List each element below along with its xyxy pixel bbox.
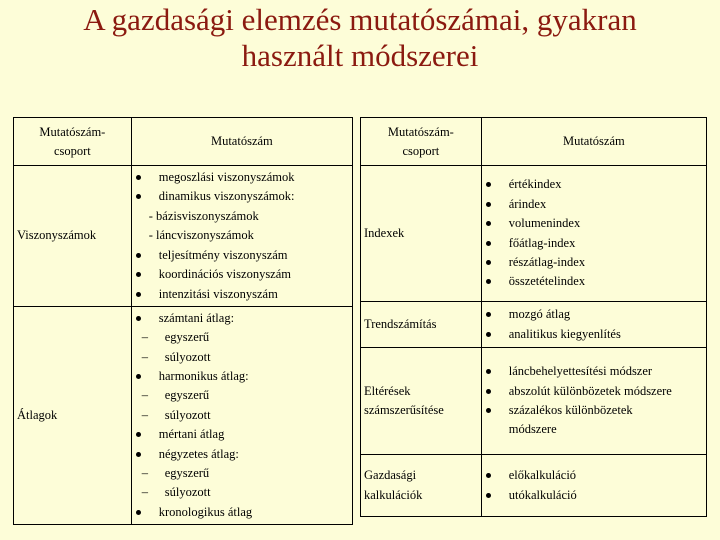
bullet-item: négyzetes átlag: — [132, 445, 352, 464]
right-row-indexes — [361, 166, 707, 302]
bullet-item: láncbehelyettesítési módszer — [482, 362, 706, 381]
right-row-deviations — [361, 348, 707, 455]
right-row-calculations-items — [481, 455, 706, 517]
right-row-indexes-items — [481, 166, 706, 302]
dash-sub-item: – egyszerű — [132, 386, 352, 405]
left-header-indicator: Mutatószám — [131, 118, 352, 166]
bullet-item: árindex — [482, 195, 706, 214]
bullet-item: mértani átlag — [132, 425, 352, 444]
right-row-deviations-items — [481, 348, 706, 455]
dash-sub-item: – súlyozott — [132, 406, 352, 425]
title-line-2: használt módszerei — [241, 38, 479, 73]
bullet-item: abszolút különbözetek módszere — [482, 382, 706, 401]
dash-sub-item: – egyszerű — [132, 464, 352, 483]
right-table — [360, 117, 707, 517]
sub-item: - bázisviszonyszámok — [148, 208, 259, 223]
bullet-item: összetételindex — [482, 272, 706, 291]
left-table — [13, 117, 353, 525]
bullet-item: előkalkuláció — [482, 466, 706, 485]
left-row-ratios — [14, 166, 353, 307]
left-row-ratios-items — [131, 166, 352, 307]
dash-sub-item: – egyszerű — [132, 328, 352, 347]
bullet-item: kronologikus átlag — [132, 503, 352, 522]
title-line-1: A gazdasági elemzés mutatószámai, gyakran — [83, 2, 637, 37]
page-title — [0, 2, 720, 74]
sub-item: módszere — [508, 422, 557, 437]
right-row-deviations-group — [361, 348, 482, 455]
bullet-item: analitikus kiegyenlítés — [482, 325, 706, 344]
bullet-item: megoszlási viszonyszámok — [132, 168, 352, 187]
bullet-item: intenzitási viszonyszám — [132, 285, 352, 304]
bullet-item: számtani átlag: — [132, 309, 352, 328]
right-row-trend — [361, 302, 707, 348]
right-header-indicator: Mutatószám — [481, 118, 706, 166]
right-header-group: Mutatószám- csoport — [361, 118, 482, 166]
left-row-ratios-group: Viszonyszámok — [14, 166, 132, 307]
bullet-item: harmonikus átlag: — [132, 367, 352, 386]
dash-sub-item: – súlyozott — [132, 483, 352, 502]
left-row-averages-items — [131, 307, 352, 525]
group-label-line: Gazdasági — [364, 468, 417, 483]
left-header-group: Mutatószám- csoport — [14, 118, 132, 166]
bullet-item: mozgó átlag — [482, 305, 706, 324]
group-label-line: Trendszámítás — [364, 316, 437, 331]
left-header-row — [14, 118, 353, 166]
group-label-line: kalkulációk — [364, 487, 423, 502]
bullet-item: részátlag-index — [482, 253, 706, 272]
right-row-calculations-group — [361, 455, 482, 517]
group-label-line: számszerűsítése — [364, 403, 444, 417]
bullet-item: utókalkuláció — [482, 486, 706, 505]
dash-sub-item: – súlyozott — [132, 348, 352, 367]
left-row-averages-group: Átlagok — [14, 307, 132, 525]
right-row-calculations — [361, 455, 707, 517]
group-label-line: Indexek — [364, 225, 405, 240]
right-row-indexes-group — [361, 166, 482, 302]
left-row-averages — [14, 307, 353, 525]
right-header-row — [361, 118, 707, 166]
bullet-item: dinamikus viszonyszámok: — [132, 187, 352, 206]
bullet-item: koordinációs viszonyszám — [132, 265, 352, 284]
bullet-item: százalékos különbözetek — [482, 401, 706, 420]
bullet-item: teljesítmény viszonyszám — [132, 246, 352, 265]
bullet-item: főátlag-index — [482, 234, 706, 253]
right-row-trend-group — [361, 302, 482, 348]
bullet-item: értékindex — [482, 175, 706, 194]
bullet-item: volumenindex — [482, 214, 706, 233]
sub-item: - láncviszonyszámok — [148, 228, 254, 243]
right-row-trend-items — [481, 302, 706, 348]
group-label-line: Eltérések — [364, 383, 411, 398]
